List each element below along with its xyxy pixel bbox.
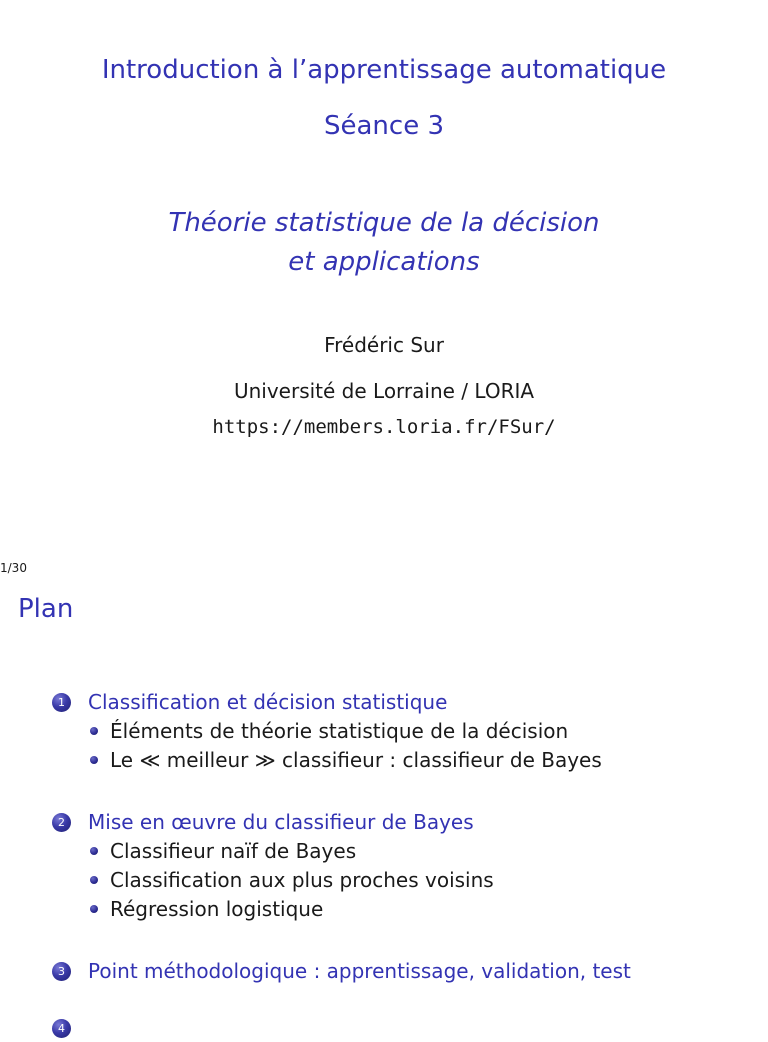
item-label: Classifieur naïf de Bayes (110, 838, 357, 863)
numbered-ball-icon: 4 (52, 1019, 71, 1038)
section-items (52, 836, 494, 923)
item-label: Le ≪ meilleur ≫ classifieur : classifieur de Bayes (110, 747, 602, 772)
bullet-ball-icon (90, 876, 98, 884)
numbered-ball-icon: 2 (52, 813, 71, 832)
institution: Université de Lorraine / LORIA (233, 379, 535, 403)
list-item (90, 716, 602, 745)
section-heading (52, 808, 494, 836)
presentation-title: Introduction à l’apprentissage automatique (101, 55, 667, 85)
bullet-ball-icon (90, 756, 98, 764)
section-heading (52, 688, 602, 716)
plan-section-4 (52, 1014, 88, 1042)
plan-section-2 (52, 808, 494, 923)
list-item (90, 865, 494, 894)
session-title: Séance 3 (323, 111, 444, 141)
bullet-ball-icon (90, 905, 98, 913)
list-item (90, 745, 602, 774)
plan-section-1 (52, 688, 602, 774)
section-label: Point méthodologique : apprentissage, validation, test (88, 959, 631, 983)
subtitle-line-2: et applications (288, 247, 480, 277)
plan-section-3 (52, 957, 631, 985)
item-label: Régression logistique (110, 896, 324, 921)
numbered-ball-icon: 3 (52, 962, 71, 981)
list-item (90, 836, 494, 865)
numbered-ball-icon: 1 (52, 693, 71, 712)
author-name: Frédéric Sur (324, 333, 444, 357)
subtitle (0, 204, 768, 282)
plan-title: Plan (18, 594, 74, 624)
bullet-ball-icon (90, 847, 98, 855)
section-heading (52, 1014, 88, 1042)
author-url[interactable]: https://members.loria.fr/FSur/ (212, 416, 556, 438)
item-label: Classification aux plus proches voisins (110, 867, 494, 892)
section-items (52, 716, 602, 774)
section-label: Mise en œuvre du classifieur de Bayes (88, 810, 474, 834)
list-item (90, 894, 494, 923)
section-label: Classification et décision statistique (88, 690, 448, 714)
item-label: Éléments de théorie statistique de la décision (110, 718, 569, 743)
bullet-ball-icon (90, 727, 98, 735)
page-number: 1/30 (0, 561, 27, 575)
subtitle-line-1: Théorie statistique de la décision (168, 208, 600, 238)
section-heading (52, 957, 631, 985)
